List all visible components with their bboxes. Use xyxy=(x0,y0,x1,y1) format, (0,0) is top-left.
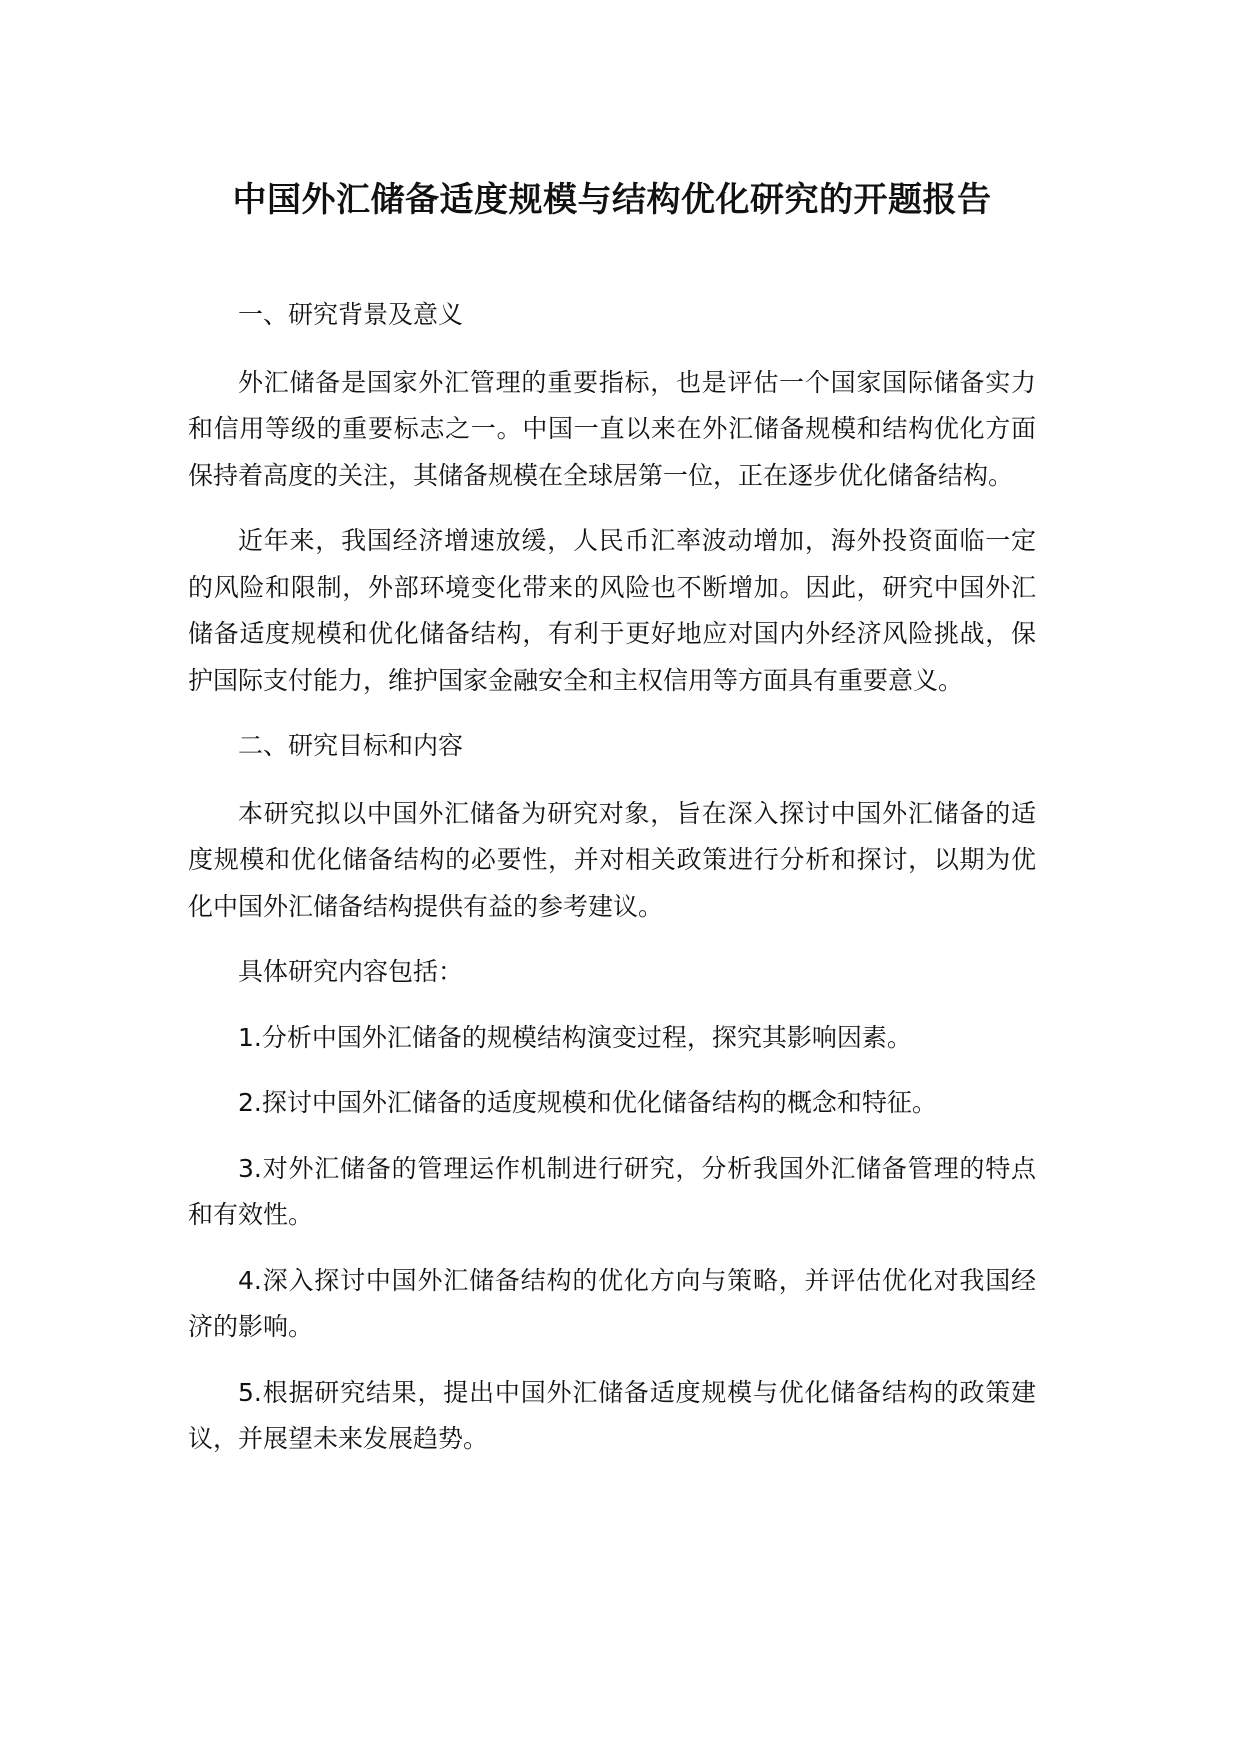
paragraph-goals: 本研究拟以中国外汇储备为研究对象，旨在深入探讨中国外汇储备的适度规模和优化储备结构的必要性，并对相关政策进行分析和探讨，以期为优化中国外汇储备结构提供有益的参考建议。 xyxy=(188,798,1036,921)
list-item-2: 2.探讨中国外汇储备的适度规模和优化储备结构的概念和特征。 xyxy=(238,1088,937,1117)
paragraph-content-intro: 具体研究内容包括： xyxy=(238,957,464,986)
document-body xyxy=(188,292,1036,1482)
paragraph-background-2: 近年来，我国经济增速放缓，人民币汇率波动增加，海外投资面临一定的风险和限制，外部环境变化带来的风险也不断增加。因此，研究中国外汇储备适度规模和优化储备结构，有利于更好地应对国内外经济风险挑战，保护国际支付能力，维护国家金融安全和主权信用等方面具有重要意义。 xyxy=(188,526,1036,695)
list-item-4: 4.深入探讨中国外汇储备结构的优化方向与策略，并评估优化对我国经济的影响。 xyxy=(188,1265,1036,1341)
list-item-1: 1.分析中国外汇储备的规模结构演变过程，探究其影响因素。 xyxy=(238,1022,912,1052)
list-item-3: 3.对外汇储备的管理运作机制进行研究，分析我国外汇储备管理的特点和有效性。 xyxy=(188,1153,1036,1229)
paragraph-background-1: 外汇储备是国家外汇管理的重要指标，也是评估一个国家国际储备实力和信用等级的重要标志之一。中国一直以来在外汇储备规模和结构优化方面保持着高度的关注，其储备规模在全球居第一位，正在逐步优化储备结构。 xyxy=(188,367,1036,490)
document-title: 中国外汇储备适度规模与结构优化研究的开题报告 xyxy=(232,180,992,220)
section-heading-goals: 二、研究目标和内容 xyxy=(238,731,464,760)
section-heading-background: 一、研究背景及意义 xyxy=(238,300,464,329)
list-item-5: 5.根据研究结果，提出中国外汇储备适度规模与优化储备结构的政策建议，并展望未来发展趋势。 xyxy=(188,1377,1036,1453)
